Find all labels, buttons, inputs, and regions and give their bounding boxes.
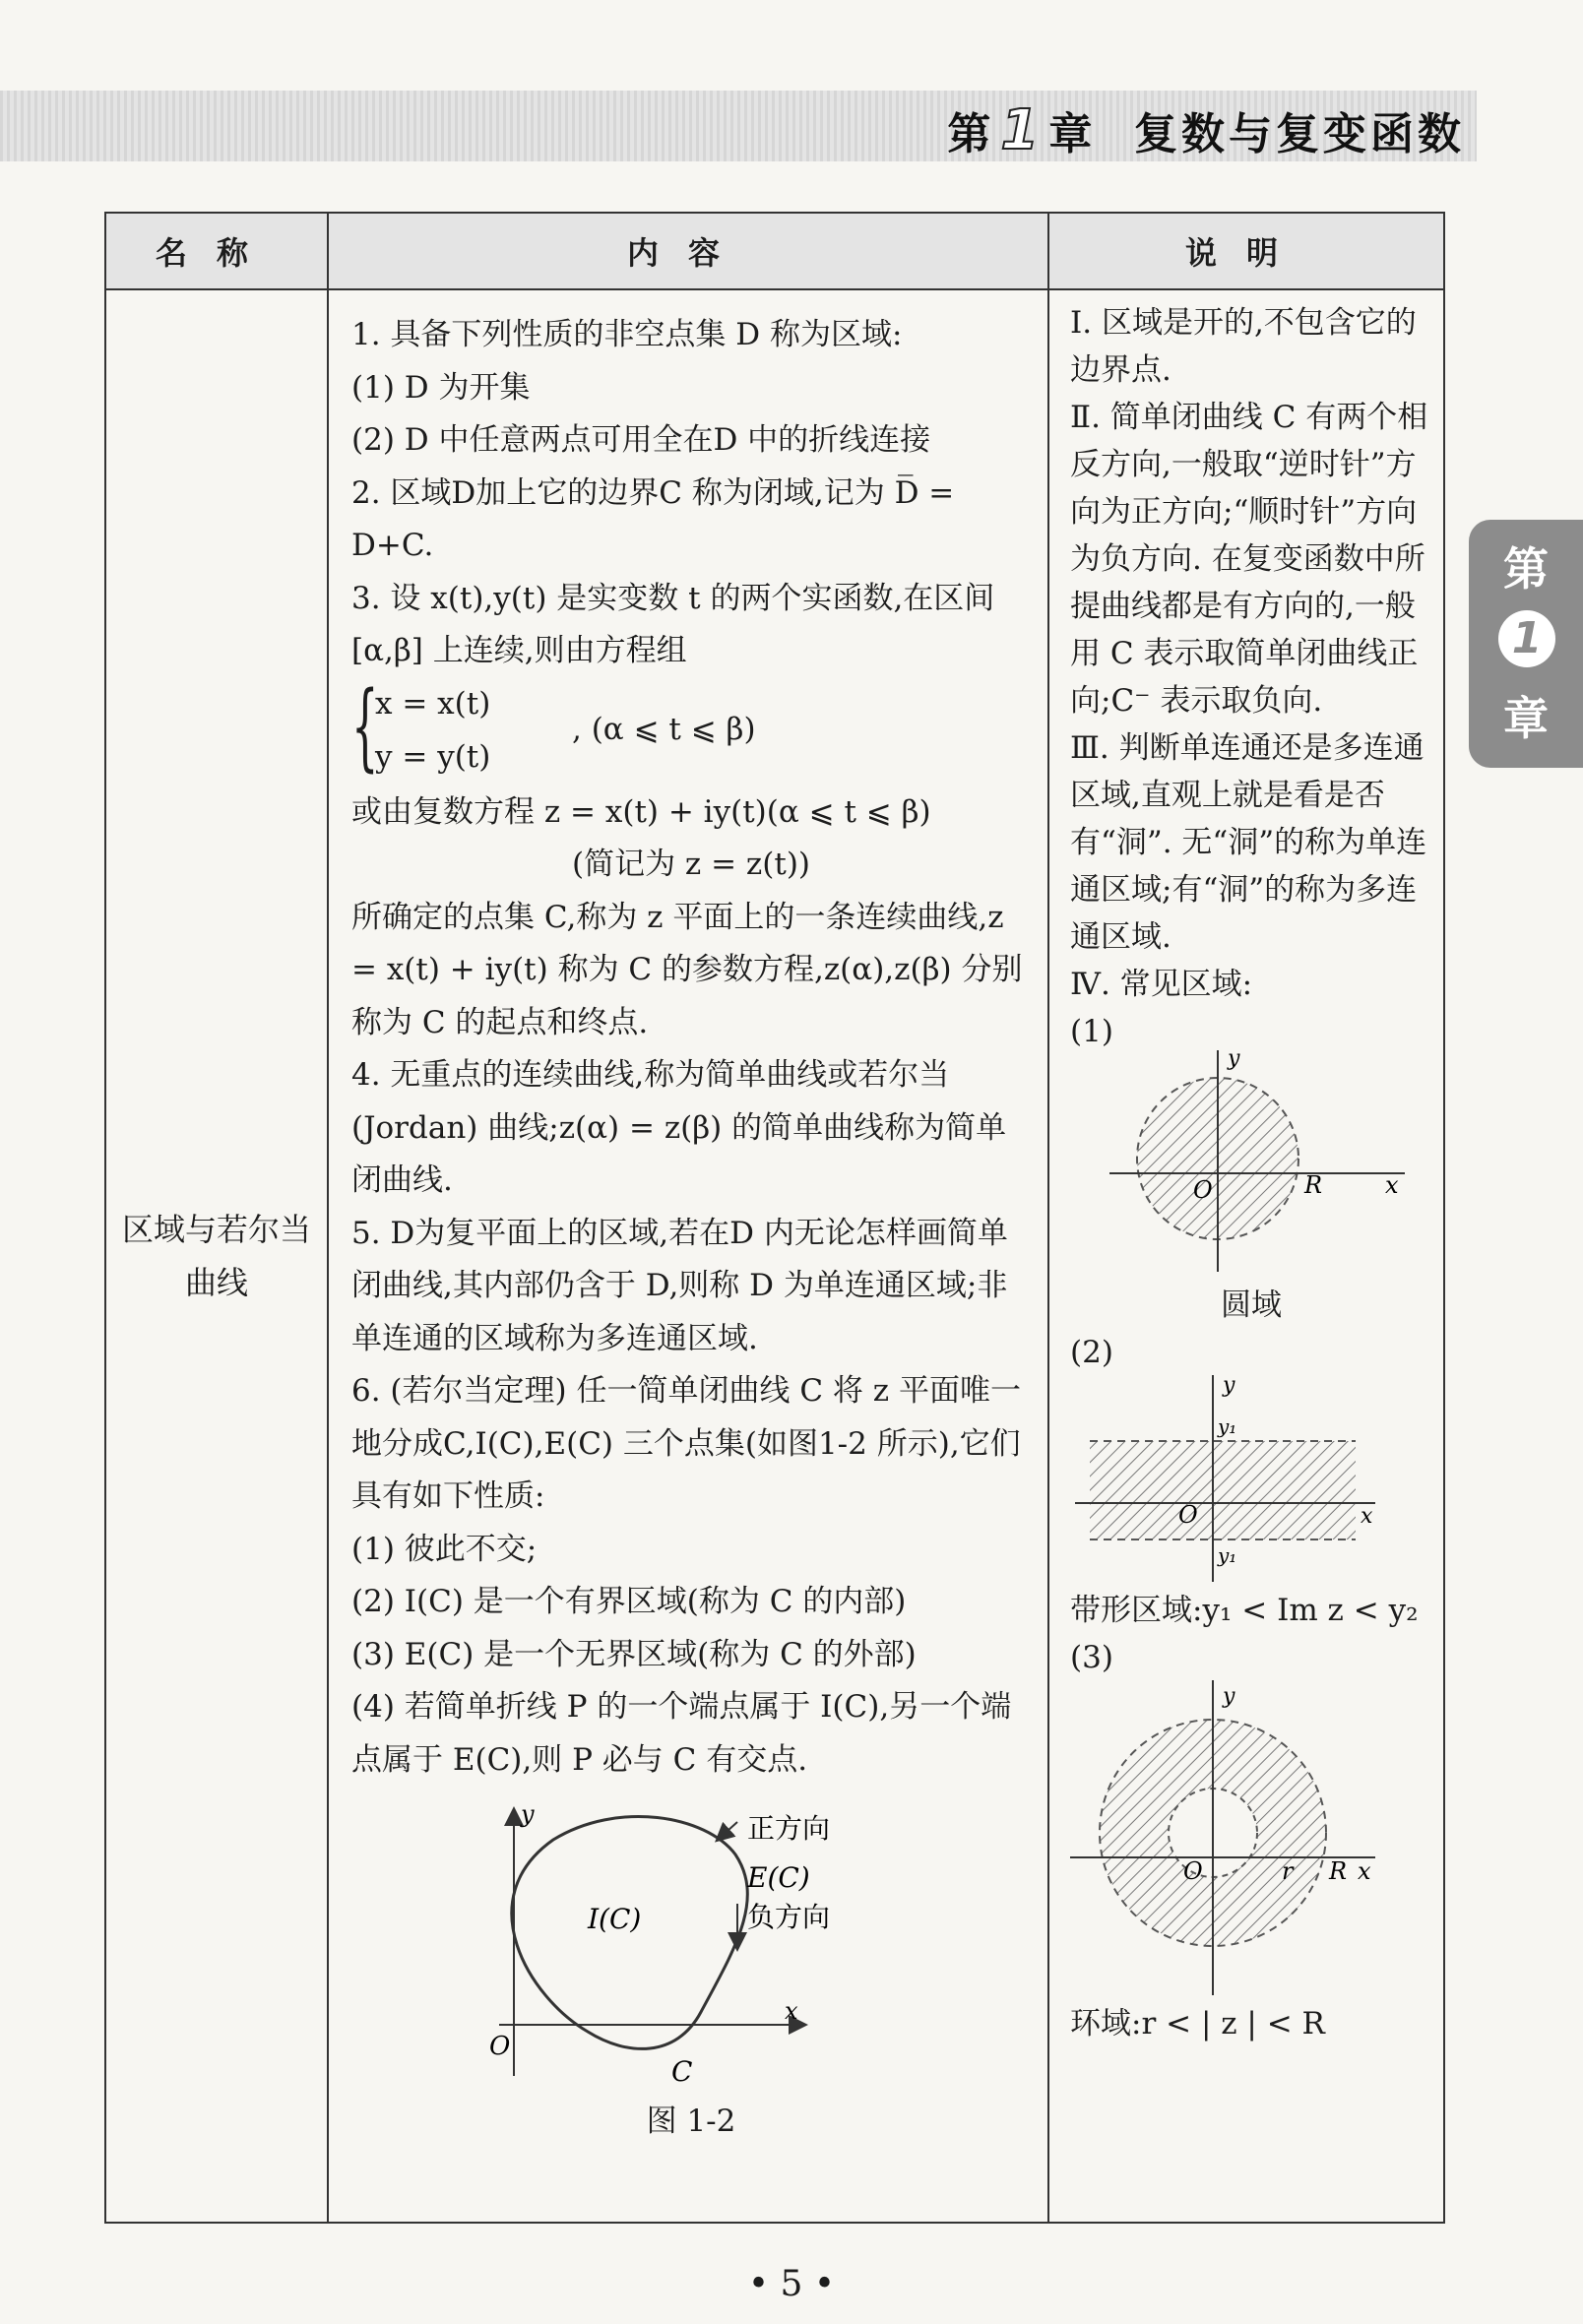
content-p8: 所确定的点集 C,称为 z 平面上的一条连续曲线,z = x(t) + iy(t) 称为 C 的参数方程,z(α),z(β) 分别称为 C 的起点和终点.: [351, 899, 1023, 1040]
fig-y-label: y: [521, 1800, 535, 1828]
chapter-suffix: 章: [1048, 109, 1097, 159]
note-7: (3): [1070, 1640, 1113, 1675]
header-note: 说明: [1048, 213, 1444, 289]
content-p10: 5. D为复平面上的区域,若在D 内无论怎样画简单闭曲线,其内部仍含于 D,则称 D 为单连通区域;非单连通的区域称为多连通区域.: [351, 1215, 1008, 1356]
figure-caption: 图 1-2: [646, 2104, 736, 2139]
content-p6: 或由复数方程 z = x(t) + iy(t)(α ⩽ t ⩽ β): [351, 793, 931, 830]
system-condition: , (α ⩽ t ⩽ β): [572, 711, 756, 747]
table-row: [105, 289, 1444, 2223]
note-3: Ⅲ. 判断单连通还是多连通区域,直观上就是看是否有“洞”. 无“洞”的称为单连通区域;有“洞”的称为多连通区域.: [1070, 730, 1427, 955]
side-tab-number: 1: [1498, 610, 1555, 667]
fig-origin-label: O: [489, 2032, 511, 2061]
strip-figure: [1070, 1370, 1395, 1587]
content-p7: (简记为 z = z(t)): [571, 847, 811, 882]
content-p9: 4. 无重点的连续曲线,称为简单曲线或若尔当(Jordan) 曲线;z(α) = z(β) 的简单曲线称为简单闭曲线.: [351, 1057, 1007, 1198]
strip-y-label: y: [1223, 1373, 1235, 1398]
page-number: • 5 •: [747, 2264, 836, 2304]
chapter-header: [947, 98, 1465, 162]
content-p15: (4) 若简单折线 P 的一个端点属于 I(C),另一个端点属于 E(C),则 P 必与 C 有交点.: [351, 1689, 1012, 1778]
strip-x-label: x: [1361, 1504, 1373, 1529]
row-name: 区域与若尔当曲线: [105, 289, 328, 2223]
header-content: 内容: [328, 213, 1048, 289]
content-p5: 3. 设 x(t),y(t) 是实变数 t 的两个实函数,在区间[α,β] 上连续,则由方程组: [351, 580, 995, 668]
content-p11: 6. (若尔当定理) 任一简单闭曲线 C 将 z 平面唯一地分成C,I(C),E(C) 三个点集(如图1-2 所示),它们具有如下性质:: [351, 1373, 1021, 1514]
fig-inner-label: I(C): [588, 1903, 642, 1935]
annulus-x-label: x: [1358, 1857, 1371, 1885]
annulus-inner-radius-label: r: [1282, 1857, 1294, 1885]
strip-origin-label: O: [1178, 1501, 1198, 1529]
disk-x-label: x: [1385, 1171, 1399, 1199]
positive-direction-arrow: [718, 1822, 737, 1840]
caption-disk: 圆域: [1221, 1288, 1282, 1323]
side-tab-top: 第: [1503, 542, 1549, 596]
chapter-side-tab: [1469, 520, 1583, 768]
note-1: Ⅰ. 区域是开的,不包含它的边界点.: [1070, 305, 1417, 388]
fig-x-label: x: [785, 1997, 798, 2025]
side-tab-bottom: 章: [1503, 692, 1549, 745]
note-5: (1): [1070, 1014, 1113, 1049]
note-2: Ⅱ. 简单闭曲线 C 有两个相反方向,一般取“逆时针”方向为正方向;“顺时针”方向为负方向. 在复变函数中所提曲线都是有方向的,一般用 C 表示取简单闭曲线正向;C⁻ 表示取负向.: [1070, 400, 1428, 719]
fig-positive-label: 正方向: [747, 1812, 831, 1845]
fig-negative-label: 负方向: [747, 1901, 831, 1933]
fig-curve-label: C: [671, 2055, 693, 2088]
annulus-y-label: y: [1223, 1684, 1235, 1709]
note-4: Ⅳ. 常见区域:: [1070, 967, 1253, 1002]
disk-radius-label: R: [1304, 1171, 1323, 1199]
system-line-2: y = y(t): [375, 738, 491, 775]
note-6: (2): [1070, 1335, 1113, 1370]
equation-system: [351, 670, 1031, 786]
content-cell: [328, 289, 1048, 2223]
note-cell: [1048, 289, 1444, 2223]
content-p14: (3) E(C) 是一个无界区域(称为 C 的外部): [351, 1636, 917, 1672]
strip-y1-label: y₁: [1218, 1414, 1237, 1438]
chapter-title: 复数与复变函数: [1134, 109, 1465, 159]
system-line-1: x = x(t): [375, 685, 491, 722]
brace-icon: {: [351, 670, 379, 782]
strip-region: [1090, 1441, 1356, 1539]
annulus-origin-label: O: [1183, 1857, 1203, 1885]
caption-strip: 带形区域:y₁ < Im z < y₂: [1070, 1593, 1419, 1628]
content-table: [104, 212, 1445, 2224]
annulus-figure: [1070, 1675, 1395, 2000]
content-p1: 1. 具备下列性质的非空点集 D 称为区域:: [351, 317, 903, 352]
fig-outer-label: E(C): [747, 1861, 810, 1894]
caption-annulus: 环域:r < | z | < R: [1070, 2006, 1325, 2041]
header-name: 名称: [105, 213, 328, 289]
table-header-row: [105, 213, 1444, 289]
content-p2: (1) D 为开集: [351, 369, 531, 406]
content-p4: 2. 区域D加上它的边界C 称为闭域,记为 D̅ = D+C.: [351, 474, 955, 563]
disk-y-label: y: [1228, 1046, 1240, 1071]
jordan-figure: [479, 1800, 893, 2096]
content-p13: (2) I(C) 是一个有界区域(称为 C 的内部): [351, 1584, 907, 1619]
chapter-number: 1: [1000, 98, 1044, 162]
strip-y2-label: y₁: [1218, 1543, 1237, 1567]
annulus-outer-radius-label: R: [1329, 1857, 1348, 1885]
chapter-prefix: 第: [947, 109, 995, 159]
content-p3: (2) D 中任意两点可用全在D 中的折线连接: [351, 422, 931, 458]
content-p12: (1) 彼此不交;: [351, 1531, 538, 1567]
disk-origin-label: O: [1193, 1176, 1213, 1204]
disk-figure: [1090, 1045, 1415, 1282]
